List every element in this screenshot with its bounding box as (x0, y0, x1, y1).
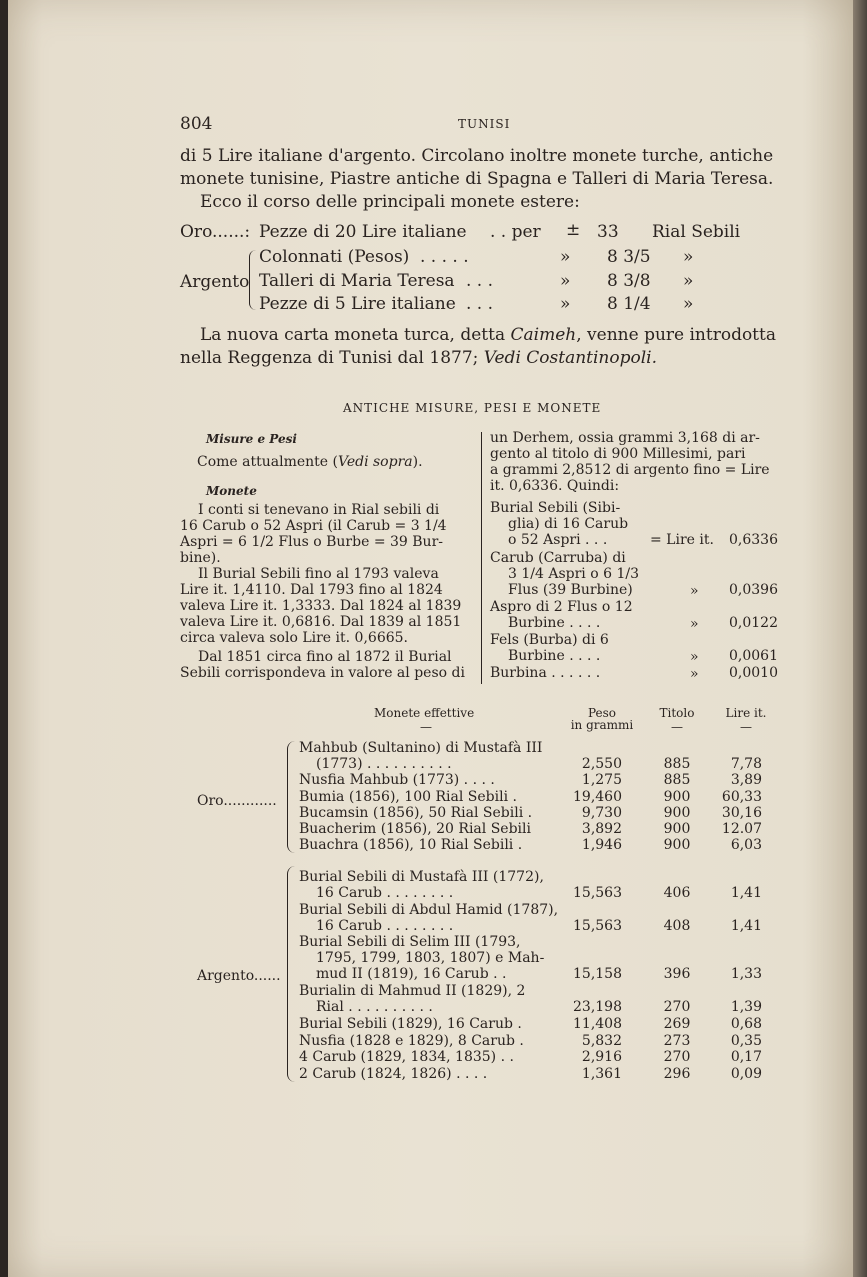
coin-item-value: 0,0061 (729, 648, 778, 664)
coin-titolo: 900 (663, 821, 691, 837)
coin-lire: 1,41 (730, 885, 762, 901)
argento-item-name: Colonnati (Pesos) (259, 247, 410, 267)
coin-name: Burialin di Mahmud II (1829), 2 (299, 983, 526, 999)
header-peso: Peso (587, 706, 617, 720)
coin-titolo: 408 (663, 918, 691, 934)
coin-lire: 6,03 (730, 837, 762, 853)
coin-name: Nusfia (1828 e 1829), 8 Carub . (299, 1033, 524, 1049)
coin-peso: 2,916 (581, 1049, 622, 1065)
monete-line: valeva Lire it. 0,6816. Dal 1839 al 1851 (180, 614, 462, 630)
argento-item-value: 8 3/5 (607, 247, 651, 267)
heading-monete: Monete (206, 484, 257, 498)
coin-lire: 30,16 (721, 805, 762, 821)
header-titolo: Titolo (659, 706, 695, 720)
argento-item-ditto: » (683, 294, 694, 314)
argento-item-ditto: » (683, 271, 694, 291)
argento-item-value: 8 1/4 (607, 294, 651, 314)
coin-item-line: Aspro di 2 Flus o 12 (490, 599, 633, 615)
oro-dots: . . per (490, 222, 541, 242)
coin-item-value: 0,0010 (729, 665, 778, 681)
argento-item-value: 8 3/8 (607, 271, 651, 291)
coin-item-value: 0,0122 (729, 615, 778, 631)
coin-item-line: Burbina . . . . . . (490, 665, 601, 681)
coin-name: Burial Sebili di Mustafà III (1772), (299, 869, 544, 885)
coin-peso: 1,275 (581, 772, 622, 788)
coin-item-line: Fels (Burba) di 6 (490, 632, 609, 648)
argento-item-ditto: » (560, 247, 571, 267)
coin-name: (1773) . . . . . . . . . . (316, 756, 452, 772)
coin-item-eq: = Lire it. (650, 532, 714, 548)
coin-titolo: 269 (663, 1016, 691, 1032)
intro-line-3: Ecco il corso delle principali monete estere: (200, 192, 580, 212)
monete-line: Aspri = 6 1/2 Flus o Burbe = 39 Bur- (180, 534, 443, 550)
derhem-line: it. 0,6336. Quindi: (490, 478, 620, 494)
intro-line-1: di 5 Lire italiane d'argento. Circolano inoltre monete turche, antiche (180, 146, 774, 166)
coin-item-line: Flus (39 Burbine) (508, 582, 633, 598)
coin-titolo: 296 (663, 1066, 691, 1082)
coin-lire: 0,17 (730, 1049, 762, 1065)
coin-name: Mahbub (Sultanino) di Mustafà III (299, 740, 543, 756)
coin-peso: 15,563 (573, 885, 622, 901)
coin-lire: 0,35 (730, 1033, 762, 1049)
coin-name: Buachra (1856), 10 Rial Sebili . (299, 837, 523, 853)
coin-peso: 15,563 (573, 918, 622, 934)
coin-peso: 5,832 (581, 1033, 622, 1049)
coin-item-line: 3 1/4 Aspri o 6 1/3 (508, 566, 639, 582)
argento-brace (249, 250, 256, 310)
coin-lire: 1,41 (730, 918, 762, 934)
oro-unit: Rial Sebili (652, 222, 741, 242)
coin-titolo: 270 (663, 999, 691, 1015)
coin-peso: 19,460 (573, 789, 622, 805)
intro-line-2: monete tunisine, Piastre antiche di Spagna e Talleri di Maria Teresa. (180, 169, 774, 189)
coin-peso: 15,158 (573, 966, 622, 982)
header-lire: Lire it. (725, 706, 767, 720)
derhem-line: gento al titolo di 900 Millesimi, pari (490, 446, 746, 462)
coin-lire: 3,89 (730, 772, 762, 788)
coin-item-eq: » (690, 649, 699, 665)
coin-peso: 1,361 (581, 1066, 622, 1082)
coin-titolo: 885 (663, 756, 691, 772)
oro-value: 33 (597, 222, 619, 242)
monete-line: bine). (180, 550, 221, 566)
header-dash: — (740, 720, 752, 734)
argento-label: Argento (180, 272, 250, 292)
coin-lire: 12.07 (721, 821, 762, 837)
paragraph-2-line-1: La nuova carta moneta turca, detta Caimeh, venne pure introdotta (200, 325, 776, 345)
coin-titolo: 885 (663, 772, 691, 788)
coin-name: 16 Carub . . . . . . . . (316, 918, 454, 934)
coin-name: 4 Carub (1829, 1834, 1835) . . (299, 1049, 514, 1065)
argento-item-dots: . . . . . (420, 247, 469, 267)
column-divider (481, 432, 482, 684)
argento-item-dots: . . . (466, 271, 494, 291)
argento-item-name: Pezze di 5 Lire italiane (259, 294, 456, 314)
coin-name: Burial Sebili di Abdul Hamid (1787), (299, 902, 559, 918)
coin-peso: 3,892 (581, 821, 622, 837)
coin-item-value: 0,0396 (729, 582, 778, 598)
coin-item-line: Burial Sebili (Sibi- (490, 500, 621, 516)
argento-item-ditto: » (683, 247, 694, 267)
header-in-grammi: in grammi (570, 718, 634, 732)
coin-item-eq: » (690, 666, 699, 682)
coin-titolo: 270 (663, 1049, 691, 1065)
argento-item-ditto: » (560, 294, 571, 314)
coin-name: Bucamsin (1856), 50 Rial Sebili . (299, 805, 533, 821)
coin-titolo: 900 (663, 837, 691, 853)
header-monete-effettive: Monete effettive (374, 706, 475, 720)
coin-lire: 0,09 (730, 1066, 762, 1082)
coin-name: Nusfia Mahbub (1773) . . . . (299, 772, 495, 788)
coin-lire: 0,68 (730, 1016, 762, 1032)
monete-line: Sebili corrispondeva in valore al peso di (180, 665, 465, 681)
argento-brace (287, 866, 295, 1082)
running-title: TUNISI (458, 117, 511, 131)
group-label-argento: Argento...... (197, 968, 281, 984)
coin-titolo: 900 (663, 805, 691, 821)
heading-misure-pesi: Misure e Pesi (206, 432, 297, 446)
coin-item-line: Carub (Carruba) di (490, 550, 626, 566)
monete-line: Il Burial Sebili fino al 1793 valeva (198, 566, 439, 582)
monete-line: Dal 1851 circa fino al 1872 il Burial (198, 649, 452, 665)
paragraph-2-line-2: nella Reggenza di Tunisi dal 1877; Vedi Costantinopoli. (180, 348, 658, 368)
coin-item-eq: » (690, 583, 699, 599)
oro-brace (287, 741, 295, 853)
coin-peso: 9,730 (581, 805, 622, 821)
argento-item-dots: . . . (466, 294, 494, 314)
monete-line: valeva Lire it. 1,3333. Dal 1824 al 1839 (180, 598, 462, 614)
coin-item-line: glia) di 16 Carub (508, 516, 629, 532)
coin-peso: 1,946 (581, 837, 622, 853)
coin-lire: 60,33 (721, 789, 762, 805)
coin-lire: 7,78 (730, 756, 762, 772)
monete-line: 16 Carub o 52 Aspri (il Carub = 3 1/4 (180, 518, 447, 534)
coin-titolo: 406 (663, 885, 691, 901)
section-title: ANTICHE MISURE, PESI E MONETE (343, 401, 602, 415)
coin-titolo: 396 (663, 966, 691, 982)
misure-text: Come attualmente (Vedi sopra). (197, 454, 423, 470)
argento-item-ditto: » (560, 271, 571, 291)
coin-name: Buacherim (1856), 20 Rial Sebili (299, 821, 531, 837)
coin-name: 16 Carub . . . . . . . . (316, 885, 454, 901)
derhem-line: a grammi 2,8512 di argento fino = Lire (490, 462, 770, 478)
coin-item-eq: » (690, 616, 699, 632)
coin-peso: 2,550 (581, 756, 622, 772)
coin-name: 1795, 1799, 1803, 1807) e Mah- (316, 950, 545, 966)
coin-name: Bumia (1856), 100 Rial Sebili . (299, 789, 517, 805)
derhem-line: un Derhem, ossia grammi 3,168 di ar- (490, 430, 760, 446)
coin-name: mud II (1819), 16 Carub . . (316, 966, 507, 982)
coin-item-line: o 52 Aspri . . . (508, 532, 608, 548)
header-dash: — (671, 720, 683, 734)
coin-item-line: Burbine . . . . (508, 648, 601, 664)
page-number: 804 (180, 114, 213, 134)
coin-lire: 1,33 (730, 966, 762, 982)
oro-label: Oro......: (180, 222, 251, 242)
coin-titolo: 900 (663, 789, 691, 805)
coin-peso: 23,198 (573, 999, 622, 1015)
monete-line: Lire it. 1,4110. Dal 1793 fino al 1824 (180, 582, 443, 598)
coin-name: 2 Carub (1824, 1826) . . . . (299, 1066, 488, 1082)
argento-item-name: Talleri di Maria Teresa (259, 271, 455, 291)
group-label-oro: Oro............ (197, 793, 277, 809)
coin-titolo: 273 (663, 1033, 691, 1049)
oro-item: Pezze di 20 Lire italiane (259, 222, 467, 242)
coin-name: Rial . . . . . . . . . . (316, 999, 433, 1015)
monete-line: circa valeva solo Lire it. 0,6665. (180, 630, 408, 646)
oro-sign: ± (566, 220, 581, 240)
coin-peso: 11,408 (573, 1016, 622, 1032)
coin-item-value: 0,6336 (729, 532, 778, 548)
coin-name: Burial Sebili di Selim III (1793, (299, 934, 521, 950)
monete-line: I conti si tenevano in Rial sebili di (198, 502, 440, 518)
header-dash: — (420, 720, 432, 734)
coin-item-line: Burbine . . . . (508, 615, 601, 631)
coin-name: Burial Sebili (1829), 16 Carub . (299, 1016, 522, 1032)
page-edge (853, 0, 867, 1277)
coin-lire: 1,39 (730, 999, 762, 1015)
